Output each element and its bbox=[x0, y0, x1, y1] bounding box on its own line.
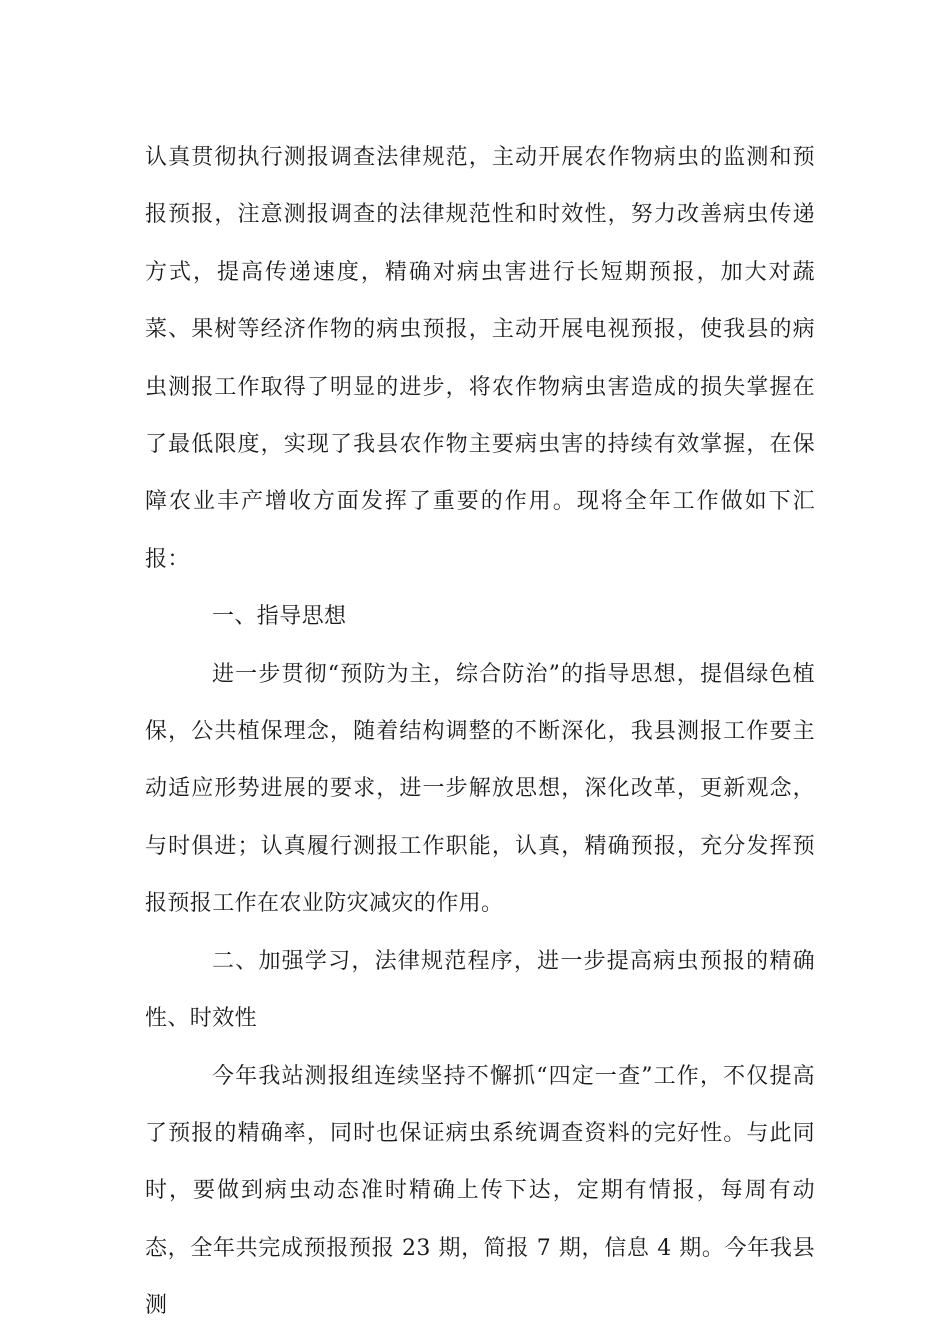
paragraph-guiding-ideology: 进一步贯彻“预防为主，综合防治”的指导思想，提倡绿色植保，公共植保理念，随着结构调整的不断深化，我县测报工作要主动适应形势进展的要求，进一步解放思想，深化改革，更新观念，与时俱进；认真履行测报工作职能，认真，精确预报，充分发挥预报预报工作在农业防灾减灾的作用。 bbox=[145, 661, 815, 917]
paragraph-forecast-work: 今年我站测报组连续坚持不懈抓“四定一查”工作，不仅提高了预报的精确率，同时也保证病虫系统调查资料的完好性。与此同时，要做到病虫动态准时精确上传下达，定期有情报，每周有动态，全年共完成预报预报 23 期，简报 7 期，信息 4 期。今年我县测 bbox=[145, 1063, 815, 1319]
section-heading-guiding-ideology: 一、指导思想 bbox=[212, 604, 347, 630]
document-body bbox=[145, 129, 815, 1335]
section-heading-strengthen-learning: 二、加强学习，法律规范程序，进一步提高病虫预报的精确性、时效性 bbox=[145, 948, 815, 1032]
paragraph-intro: 认真贯彻执行测报调查法律规范，主动开展农作物病虫的监测和预报预报，注意测报调查的法律规范性和时效性，努力改善病虫传递方式，提高传递速度，精确对病虫害进行长短期预报，加大对蔬菜、果树等经济作物的病虫预报，主动开展电视预报，使我县的病虫测报工作取得了明显的进步，将农作物病虫害造成的损失掌握在了最低限度，实现了我县农作物主要病虫害的持续有效掌握，在保障农业丰产增收方面发挥了重要的作用。现将全年工作做如下汇报： bbox=[145, 145, 815, 572]
